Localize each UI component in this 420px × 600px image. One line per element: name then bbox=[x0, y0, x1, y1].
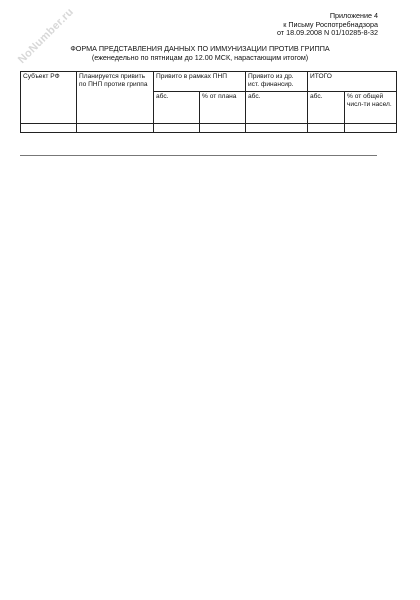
header-vaccinated-other: Привито из др. ист. финансир. bbox=[246, 72, 308, 92]
table-cell bbox=[308, 124, 345, 133]
subheader-pnp-abs: абс. bbox=[154, 92, 200, 124]
table-cell bbox=[77, 124, 154, 133]
subheader-pnp-pct: % от плана bbox=[200, 92, 246, 124]
watermark: NoNumber.ru bbox=[15, 5, 77, 67]
header-total: ИТОГО bbox=[308, 72, 397, 92]
appendix-reference bbox=[277, 12, 378, 38]
appendix-letter-date: от 18.09.2008 N 01/10285-8-32 bbox=[276, 28, 378, 38]
table-cell bbox=[154, 124, 200, 133]
subheader-total-abs: абс. bbox=[308, 92, 345, 124]
table-cell bbox=[200, 124, 246, 133]
subheader-total-pct: % от общей числ-ти насел. bbox=[345, 92, 397, 124]
immunization-table bbox=[20, 71, 397, 133]
table-header-row bbox=[21, 72, 397, 92]
separator-line bbox=[20, 155, 377, 156]
table-cell bbox=[246, 124, 308, 133]
table-cell bbox=[345, 124, 397, 133]
header-planned: Планируется привить по ПНП против гриппа bbox=[77, 72, 154, 124]
subheader-other-abs: абс. bbox=[246, 92, 308, 124]
table-row bbox=[21, 124, 397, 133]
form-title-main: ФОРМА ПРЕДСТАВЛЕНИЯ ДАННЫХ ПО ИММУНИЗАЦИИ ПРОТИВ ГРИППА bbox=[70, 44, 330, 53]
header-vaccinated-pnp: Привито в рамках ПНП bbox=[154, 72, 246, 92]
header-subject: Субъект РФ bbox=[21, 72, 77, 124]
form-title-subtitle: (еженедельно по пятницам до 12.00 МСК, нарастающим итогом) bbox=[91, 52, 309, 62]
appendix-number: Приложение 4 bbox=[329, 11, 378, 20]
form-title bbox=[0, 45, 400, 62]
appendix-letter-ref: к Письму Роспотребнадзора bbox=[283, 19, 378, 29]
table-cell bbox=[21, 124, 77, 133]
